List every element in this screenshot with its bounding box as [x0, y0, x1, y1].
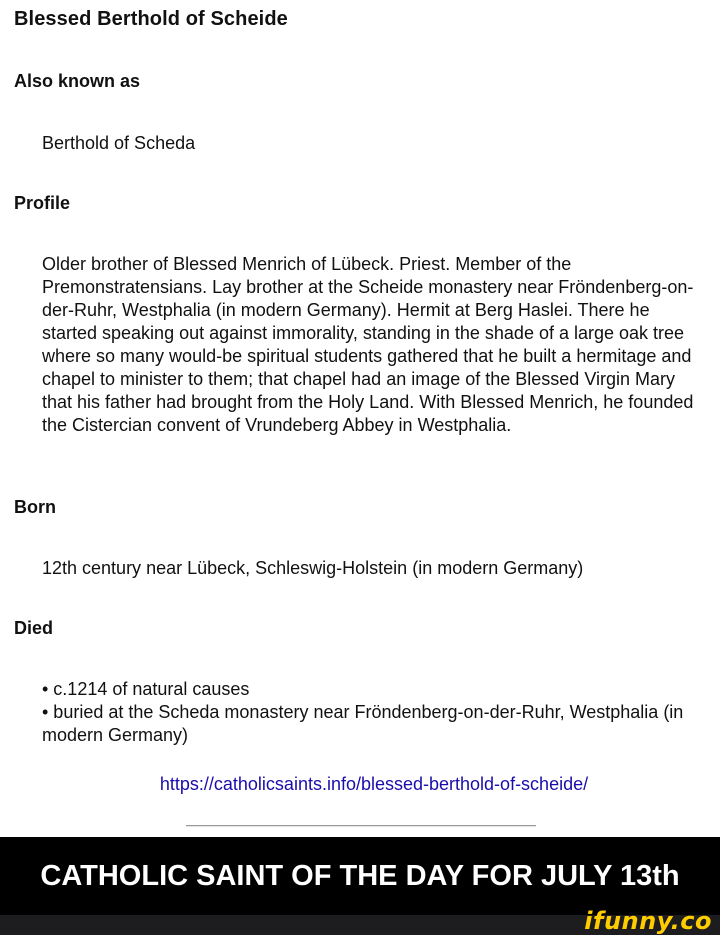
- profile-text: Older brother of Blessed Menrich of Lübeck. Priest. Member of the Premonstratensians. Lay brother at the Scheide monastery near Fröndenberg-on-der-Ruhr, Westphalia (in modern Germany). Hermit at Berg Haslei. There he started speaking out against immorality, standing in the shade of a large oak tree where so many would-be spiritual students gathered that he built a hermitage and chapel to minister to them; that chapel had an image of the Blessed Virgin Mary that his father had brought from the Holy Land. With Blessed Menrich, he founded the Cistercian convent of Vrundeberg Abbey in Westphalia.: [42, 254, 694, 435]
- heading-also-known-as: Also known as: [14, 71, 141, 91]
- ifunny-watermark-logo: ifunny.co: [584, 907, 712, 935]
- page-title: Blessed Berthold of Scheide: [14, 8, 288, 30]
- heading-profile: Profile: [14, 193, 71, 213]
- banner-text: CATHOLIC SAINT OF THE DAY FOR JULY 13th: [40, 859, 680, 892]
- heading-died: Died: [14, 618, 54, 638]
- also-known-as-text: Berthold of Scheda: [42, 133, 196, 153]
- caption-banner: [0, 837, 720, 915]
- divider: [186, 825, 536, 827]
- born-text: 12th century near Lübeck, Schleswig-Holstein (in modern Germany): [42, 558, 584, 578]
- source-link[interactable]: https://catholicsaints.info/blessed-berthold-of-scheide/: [159, 774, 589, 794]
- died-item: • c.1214 of natural causes: [42, 679, 250, 699]
- died-list: [42, 678, 702, 747]
- heading-born: Born: [14, 497, 56, 517]
- died-item: • buried at the Scheda monastery near Fröndenberg-on-der-Ruhr, Westphalia (in modern Germany): [42, 702, 684, 745]
